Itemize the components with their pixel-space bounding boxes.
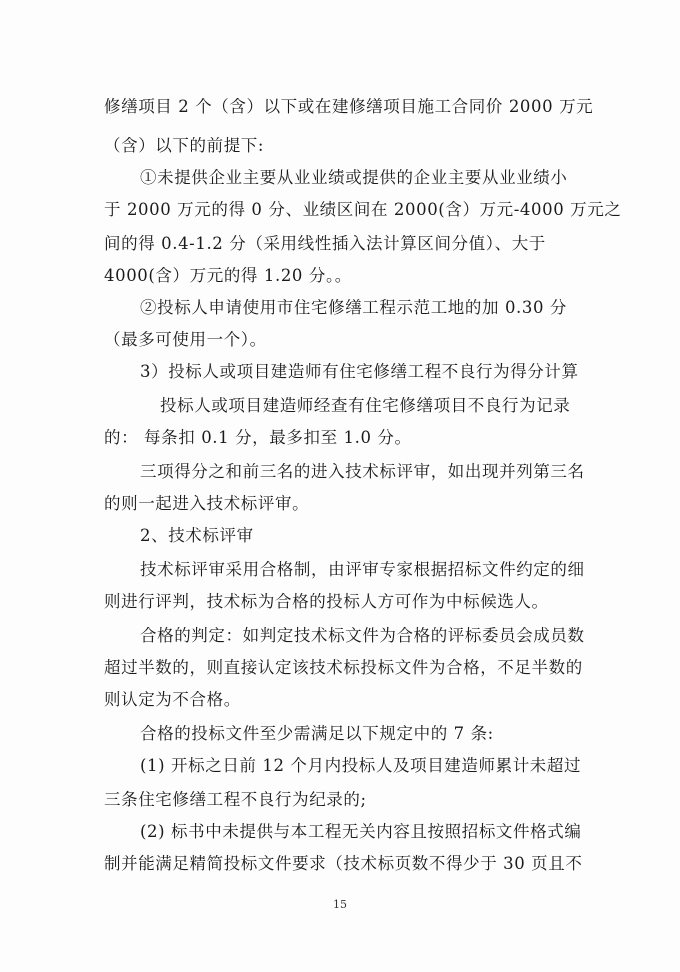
text-line: （最多可使用一个）。 (104, 330, 267, 349)
text-line: 技术标评审采用合格制，由评审专家根据招标文件约定的细 (140, 560, 585, 579)
text-line: （含）以下的前提下: (104, 136, 265, 155)
text-line: 三项得分之和前三名的进入技术标评审，如出现并列第三名 (140, 462, 585, 481)
text-line: 4000(含）万元的得 1.20 分。。 (104, 266, 352, 285)
text-line: 则进行评判，技术标为合格的投标人方可作为中标候选人。 (104, 592, 549, 611)
text-line: 的： 每条扣 0.1 分，最多扣至 1.0 分。 (104, 428, 412, 447)
text-line: 间的得 0.4-1.2 分（采用线性插入法计算区间分值）、大于 (104, 234, 546, 253)
page-number: 15 (333, 898, 347, 911)
text-line: 合格的判定：如判定技术标文件为合格的评标委员会成员数 (140, 626, 585, 645)
text-line: (2) 标书中未提供与本工程无关内容且按照招标文件格式编 (140, 822, 582, 841)
text-line: ②投标人申请使用市住宅修缮工程示范工地的加 0.30 分 (140, 298, 568, 317)
text-line: ①未提供企业主要从业业绩或提供的企业主要从业业绩小 (140, 168, 568, 187)
text-line: 合格的投标文件至少需满足以下规定中的 7 条: (140, 724, 494, 743)
text-line: (1) 开标之日前 12 个月内投标人及项目建造师累计未超过 (140, 756, 582, 775)
text-line: 三条住宅修缮工程不良行为纪录的; (104, 790, 367, 809)
text-line: 于 2000 万元的得 0 分、业绩区间在 2000(含）万元-4000 万元之 (104, 200, 622, 219)
text-line: 的则一起进入技术标评审。 (104, 494, 310, 513)
text-line: 制并能满足精简投标文件要求（技术标页数不得少于 30 页且不 (104, 854, 583, 873)
text-line: 修缮项目 2 个（含）以下或在建修缮项目施工合同价 2000 万元 (104, 97, 594, 116)
text-line: 投标人或项目建造师经查有住宅修缮项目不良行为记录 (160, 396, 571, 415)
text-line: 3）投标人或项目建造师有住宅修缮工程不良行为得分计算 (140, 362, 579, 381)
text-line: 则认定为不合格。 (104, 690, 241, 709)
section-heading: 2、技术标评审 (140, 526, 254, 545)
text-line: 超过半数的，则直接认定该技术标投标文件为合格，不足半数的 (104, 658, 583, 677)
